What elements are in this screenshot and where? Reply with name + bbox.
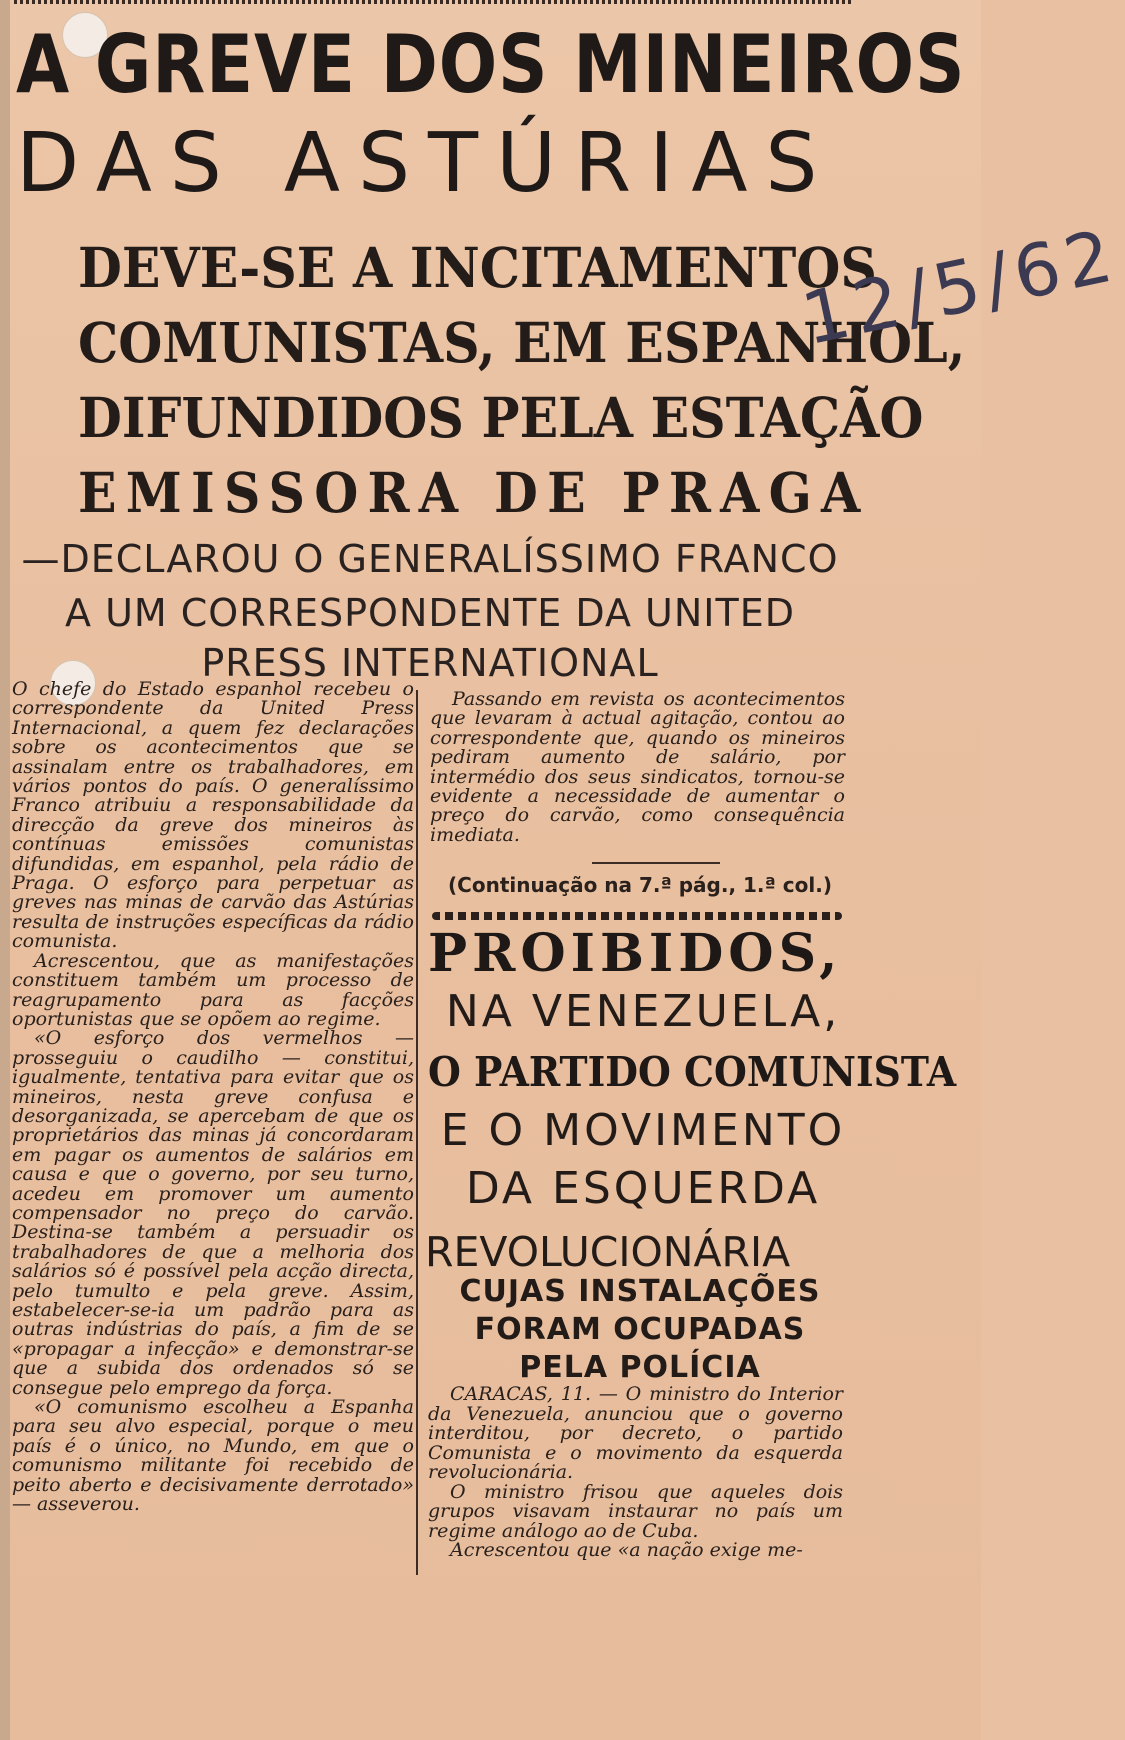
- paragraph: Acrescentou, que as manifestações constituem também um processo de reagrupamento para as facções oportunistas que se opõem ao regime.: [12, 949, 414, 1030]
- deck-line-2: COMUNISTAS, EM ESPANHOL,: [78, 310, 966, 375]
- article-right-column: [430, 690, 845, 845]
- main-headline-line2: DAS ASTÚRIAS: [16, 116, 836, 211]
- handwritten-date: 12/5/62: [794, 212, 1125, 362]
- venezuela-headline-line6: REVOLUCIONÁRIA: [425, 1228, 791, 1276]
- venezuela-headline-line4: E O MOVIMENTO: [440, 1105, 846, 1156]
- page-edge: [0, 0, 10, 1740]
- venezuela-subhead-line3: PELA POLÍCIA: [519, 1350, 761, 1385]
- venezuela-headline-line1: PROIBIDOS,: [428, 923, 843, 984]
- deck-line-4: EMISSORA DE PRAGA: [78, 460, 870, 525]
- column-divider: [416, 690, 418, 1575]
- paragraph: «O esforço dos vermelhos — prosseguiu o caudilho — constitui, igualmente, tentativa para evitar que os mineiros, nesta greve confusa e desorganizada, se apercebam de que os proprietários das minas já concordaram em pagar os aumentos de salários em causa e que o governo, por seu turno, acedeu em promover um aumento compensador no preço do carvão. Destina-se também a persuadir os trabalhadores de que a melhoria dos salários só é possível pela acção directa, pelo tumulto e pela greve. Assim, estabelecer-se-ia um padrão para as outras indústrias do país, a fim de se «propagar a infecção» e demonstrar-se que a subida dos ordenados só se consegue pelo emprego da força.: [12, 1027, 414, 1399]
- main-headline-line1: A GREVE DOS MINEIROS: [16, 18, 966, 111]
- top-dotted-rule: [14, 0, 854, 4]
- subdeck-line-2: A UM CORRESPONDENTE DA UNITED: [65, 591, 795, 635]
- paragraph: Acrescentou que «a nação exige me-: [450, 1539, 803, 1561]
- short-divider: [592, 862, 720, 864]
- subdeck-line-1: —DECLAROU O GENERALÍSSIMO FRANCO: [21, 537, 839, 581]
- venezuela-article-body: [428, 1385, 843, 1561]
- venezuela-subhead-line1: CUJAS INSTALAÇÕES: [459, 1274, 821, 1309]
- decorative-rule: [432, 912, 842, 920]
- venezuela-subhead-line2: FORAM OCUPADAS: [474, 1312, 806, 1347]
- venezuela-headline-line2: NA VENEZUELA,: [445, 986, 841, 1037]
- paragraph: CARACAS, 11. — O ministro do Interior da Venezuela, anunciou que o governo interditou, por decreto, o partido Comunista e o movimento da esquerda revolucionária.: [428, 1383, 843, 1483]
- paragraph: Passando em revista os acontecimentos que levaram à actual agitação, contou ao correspondente que, quando os mineiros pediram aumento de salário, por intermédio dos seus sindicatos, tornou-se evidente a necessidade de aumentar o preço do carvão, como consequência imediata.: [430, 688, 845, 846]
- continuation-note: (Continuação na 7.ª pág., 1.ª col.): [448, 873, 832, 897]
- venezuela-headline-line5: DA ESQUERDA: [465, 1163, 821, 1214]
- venezuela-headline-line3: O PARTIDO COMUNISTA: [428, 1048, 957, 1096]
- paragraph: «O comunismo escolheu a Espanha para seu alvo especial, porque o meu país é o único, no Mundo, em que o comunismo militante foi recebido de peito aberto e decisivamente derrotado» — asseverou.: [12, 1396, 414, 1516]
- paragraph: O chefe do Estado espanhol recebeu o correspondente da United Press Internacional, a quem fez declarações sobre os acontecimentos que se assinalam entre os trabalhadores, em vários pontos do país. O generalíssimo Franco atribuiu a responsabilidade da direcção da greve dos mineiros às contínuas emissões comunistas difundidas, em espanhol, pela rádio de Praga. O esforço para perpetuar as greves nas minas de carvão das Astúrias resulta de instruções específicas da rádio comunista.: [12, 678, 414, 953]
- deck-line-3: DIFUNDIDOS PELA ESTAÇÃO: [78, 385, 924, 450]
- deck-line-1: DEVE-SE A INCITAMENTOS: [78, 235, 877, 300]
- paragraph: O ministro frisou que aqueles dois grupos visavam instaurar no país um regime análogo ao de Cuba.: [428, 1480, 843, 1542]
- subdeck-line-3: PRESS INTERNATIONAL: [201, 641, 659, 685]
- article-left-column: [12, 680, 414, 1514]
